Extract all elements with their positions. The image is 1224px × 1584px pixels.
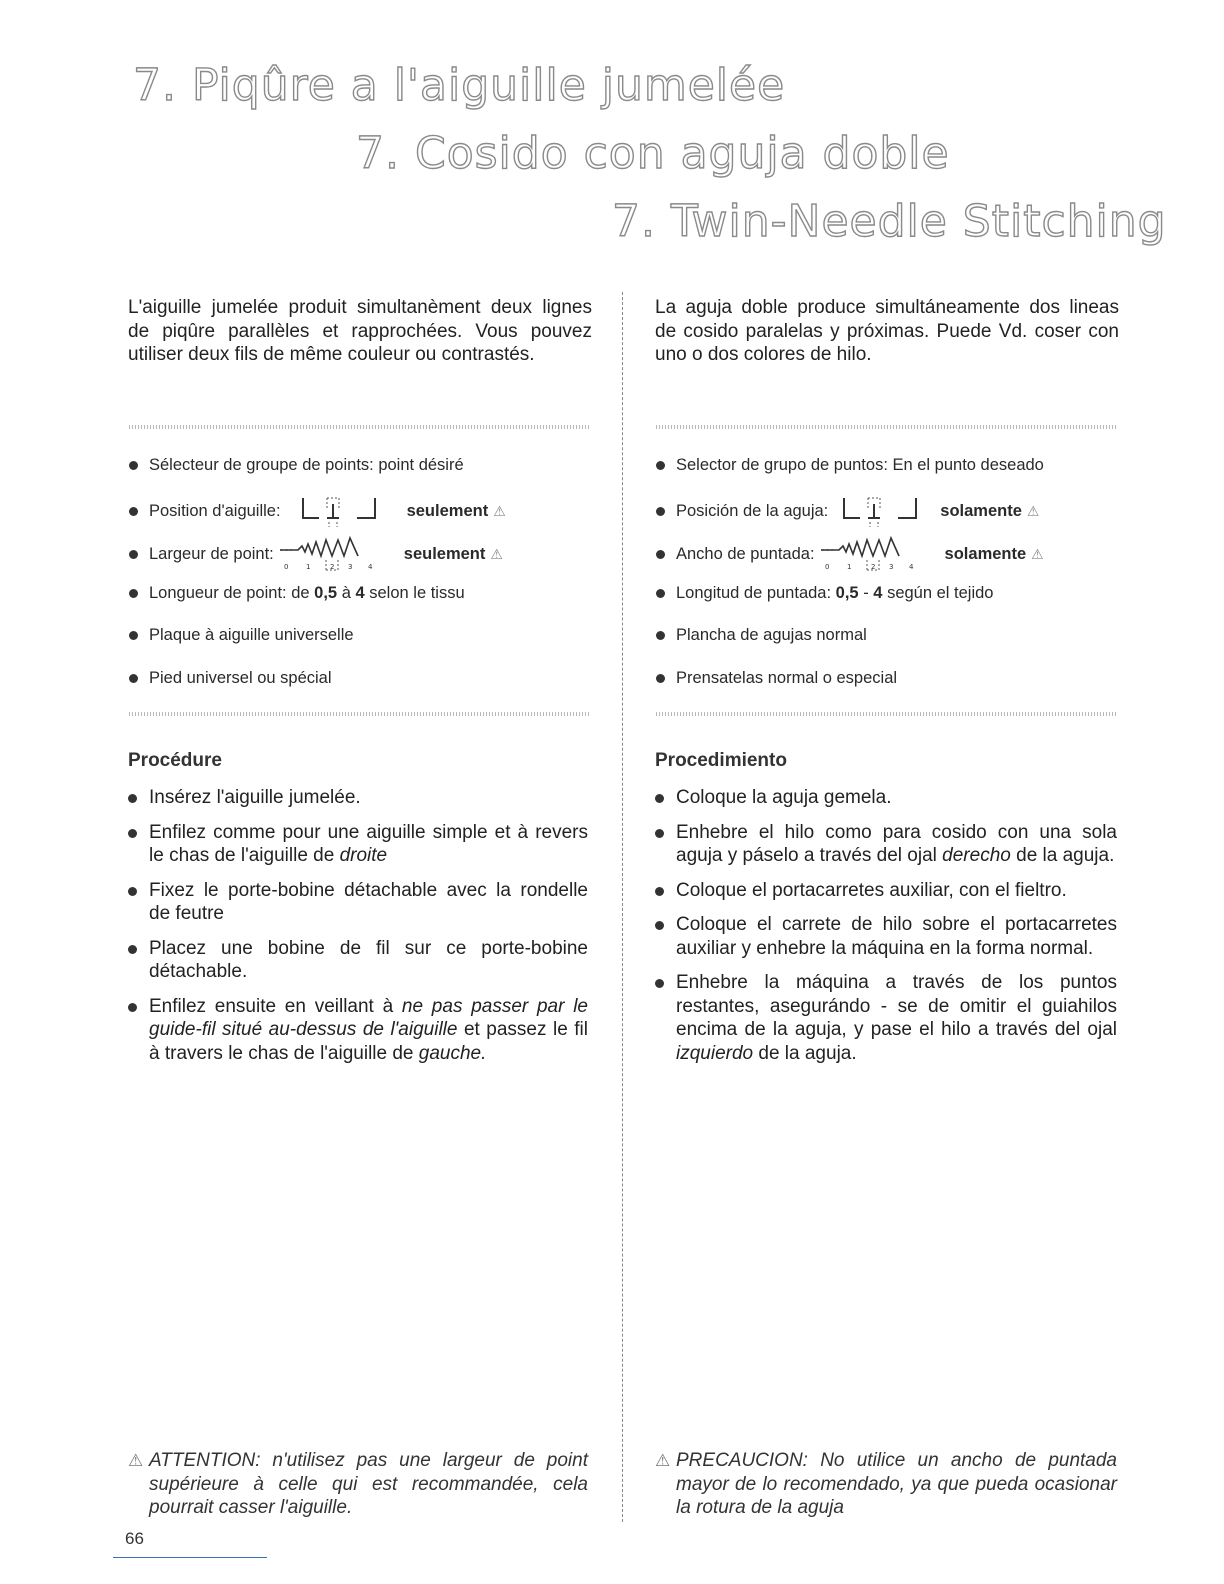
bullet-icon — [656, 631, 665, 640]
needle-position-icon — [299, 494, 379, 528]
setting-selector: Selector de grupo de puntos: En el punto deseado — [656, 456, 1044, 475]
svg-text:4: 4 — [908, 563, 914, 571]
setting-stitch-width: Largeur de point: 0 1 2 3 4 seulement ⚠ — [129, 536, 503, 572]
separator — [129, 425, 591, 429]
title-french: 7. Piqûre a l'aiguille jumelée — [133, 60, 786, 111]
bullet-icon — [656, 461, 665, 470]
list-item: Placez une bobine de fil sur ce porte-bobine détachable. — [128, 937, 588, 984]
bullet-icon — [656, 674, 665, 683]
warning-triangle-icon: ⚠ — [1031, 545, 1044, 562]
separator — [656, 712, 1118, 716]
bullet-icon — [128, 1003, 137, 1012]
warning-triangle-icon: ⚠ — [490, 545, 503, 562]
warning-triangle-icon: ⚠ — [128, 1451, 144, 1470]
separator — [656, 425, 1118, 429]
warning-triangle-icon: ⚠ — [1026, 502, 1040, 519]
list-item: Coloque el carrete de hilo sobre el portacarretes auxiliar y enhebre la máquina en la forma normal. — [655, 913, 1117, 960]
bullet-icon — [128, 945, 137, 954]
list-item: Enfilez ensuite en veillant à ne pas passer par le guide-fil situé au-dessus de l'aiguille et passez le fil à travers le chas de l'aiguille de gauche. — [128, 995, 588, 1066]
list-item: Fixez le porte-bobine détachable avec la rondelle de feutre — [128, 879, 588, 926]
bullet-icon — [128, 887, 137, 896]
bullet-icon — [655, 887, 664, 896]
svg-text:1: 1 — [846, 563, 852, 571]
setting-selector: Sélecteur de groupe de points: point désiré — [129, 456, 464, 475]
bullet-icon — [655, 794, 664, 803]
stitch-width-icon — [819, 536, 931, 572]
bullet-icon — [129, 550, 138, 559]
svg-text:0: 0 — [283, 563, 289, 571]
page-number: 66 — [125, 1529, 144, 1548]
setting-foot: Prensatelas normal o especial — [656, 669, 897, 688]
attention-note-french: ⚠ ATTENTION: n'utilisez pas une largeur de point supérieure à celle qui est recommandée, cela pourrait casser l'aiguille. — [128, 1450, 588, 1518]
setting-stitch-width: Ancho de puntada: 0 1 2 3 4 solamente ⚠ — [656, 536, 1044, 572]
needle-position-icon — [840, 494, 920, 528]
bullet-icon — [655, 921, 664, 930]
list-item: Coloque la aguja gemela. — [655, 786, 1117, 810]
svg-text:2: 2 — [870, 563, 876, 571]
setting-needle-plate: Plancha de agujas normal — [656, 626, 867, 645]
warning-triangle-icon: ⚠ — [655, 1451, 671, 1470]
bullet-icon — [656, 507, 665, 516]
column-divider — [622, 292, 623, 1522]
svg-text:1: 1 — [305, 563, 311, 571]
setting-needle-position: Position d'aiguille: seulement ⚠ — [129, 494, 506, 528]
setting-needle-position: Posición de la aguja: solamente ⚠ — [656, 494, 1039, 528]
procedure-steps-spanish — [655, 786, 1117, 1076]
bullet-icon — [128, 794, 137, 803]
bullet-icon — [129, 674, 138, 683]
list-item: Enhebre el hilo como para cosido con una sola aguja y páselo a través del ojal derecho de la aguja. — [655, 821, 1117, 868]
bullet-icon — [655, 829, 664, 838]
title-spanish: 7. Cosido con aguja doble — [356, 128, 950, 179]
bullet-icon — [656, 550, 665, 559]
attention-note-spanish: ⚠ PRECAUCION: No utilice un ancho de puntada mayor de lo recomendado, ya que pueda ocasionar la rotura de la aguja — [655, 1450, 1117, 1518]
title-english: 7. Twin-Needle Stitching — [612, 196, 1167, 247]
bullet-icon — [129, 461, 138, 470]
setting-needle-plate: Plaque à aiguille universelle — [129, 626, 354, 645]
page-footer-line — [113, 1557, 267, 1558]
procedure-heading-spanish: Procedimiento — [655, 750, 787, 771]
setting-stitch-length: Longueur de point: de 0,5 à 4 selon le tissu — [129, 584, 465, 603]
svg-text:3: 3 — [347, 563, 353, 571]
svg-text:4: 4 — [367, 563, 373, 571]
procedure-steps-french — [128, 786, 588, 1076]
stitch-width-icon — [278, 536, 390, 572]
bullet-icon — [129, 589, 138, 598]
list-item: Enhebre la máquina a través de los puntos restantes, asegurándo - se de omitir el guiahilos encima de la aguja, y pase el hilo a través del ojal izquierdo de la aguja. — [655, 971, 1117, 1065]
setting-stitch-length: Longitud de puntada: 0,5 - 4 según el tejido — [656, 584, 993, 603]
bullet-icon — [128, 829, 137, 838]
list-item: Coloque el portacarretes auxiliar, con el fieltro. — [655, 879, 1117, 903]
svg-text:2: 2 — [329, 563, 335, 571]
warning-triangle-icon: ⚠ — [493, 502, 506, 519]
bullet-icon — [129, 507, 138, 516]
separator — [129, 712, 591, 716]
bullet-icon — [129, 631, 138, 640]
bullet-icon — [655, 979, 664, 988]
bullet-icon — [656, 589, 665, 598]
intro-french: L'aiguille jumelée produit simultanèment deux lignes de piqûre parallèles et rapprochées. Vous pouvez utiliser deux fils de même couleur ou contrastés. — [128, 297, 592, 365]
procedure-heading-french: Procédure — [128, 750, 222, 771]
setting-foot: Pied universel ou spécial — [129, 669, 332, 688]
svg-text:0: 0 — [824, 563, 830, 571]
list-item: Enfilez comme pour une aiguille simple et à revers le chas de l'aiguille de droite — [128, 821, 588, 868]
list-item: Insérez l'aiguille jumelée. — [128, 786, 588, 810]
intro-spanish: La aguja doble produce simultáneamente dos lineas de cosido paralelas y próximas. Puede Vd. coser con uno o dos colores de hilo. — [655, 297, 1119, 365]
svg-text:3: 3 — [888, 563, 894, 571]
